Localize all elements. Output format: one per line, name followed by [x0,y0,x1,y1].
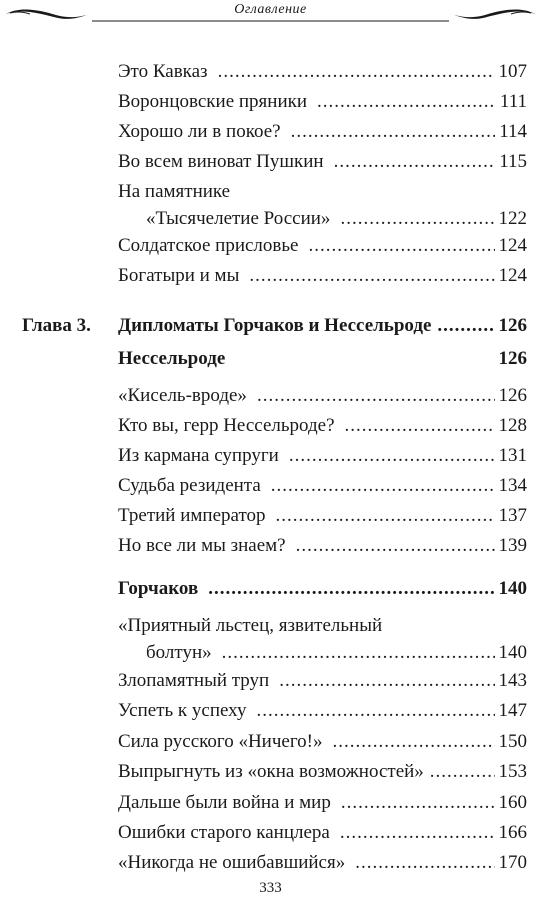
header-title: Оглавление [234,2,307,17]
toc-entry-page: 124 [498,265,527,286]
toc-entry-page: 139 [498,535,527,556]
toc-chapter-entry [118,312,527,339]
leader-dots [334,148,496,175]
toc-entry-page: 150 [498,731,527,752]
toc-entry-page: 107 [498,61,527,82]
toc-entry [118,442,527,469]
toc-entry [118,758,527,785]
toc-entry-title: «Тысячелетие России» [146,208,331,229]
leader-dots [271,472,495,499]
toc-entry [118,262,527,289]
toc-entry-title: Выпрыгнуть из «окна возможностей» [118,761,424,782]
toc-entry-title: Во всем виноват Пушкин [118,151,324,172]
toc-entry [118,382,527,409]
toc-entry-page: 147 [498,700,527,721]
toc-entry-title: Третий император [118,505,266,526]
toc-entry [118,412,527,439]
leader-dots [249,262,494,289]
toc-entry-title: Судьба резидента [118,475,261,496]
toc-entry-title: Но все ли мы знаем? [118,535,286,556]
toc-entry-page: 124 [498,235,527,256]
toc-entry-title: Злопамятный труп [118,670,270,691]
toc-entry-title: Ошибки старого канцлера [118,822,330,843]
toc-entry [118,532,527,559]
toc-entry-title-line1: На памятнике [118,181,231,202]
page-number: 333 [259,880,282,896]
toc-section-entry [118,345,527,372]
leader-dots [279,667,494,694]
toc-entry [118,178,527,232]
leader-dots [256,697,494,724]
leader-dots [218,58,495,85]
leader-dots [430,758,495,785]
toc-entry-page: 111 [499,91,527,112]
toc-section-entry [118,575,527,602]
toc-entry [118,88,527,115]
toc-entry-title: Кто вы, герр Нессельроде? [118,415,335,436]
toc-entry-title: Солдатское присловье [118,235,299,256]
toc-entry [118,148,527,175]
toc-entry-page: 126 [498,348,527,369]
toc-entry [118,58,527,85]
leader-dots [355,849,494,876]
leader-dots [257,382,495,409]
toc-entry-title: «Кисель-вроде» [118,385,247,406]
toc-entry [118,612,527,666]
leader-dots [296,532,495,559]
toc-entry-title: Из кармана супруги [118,445,279,466]
toc-entry-page: 126 [498,385,527,406]
toc-entry-title: Воронцовские пряники [118,91,308,112]
leader-dots [340,205,494,232]
toc-entry-title: «Никогда не ошибавшийся» [118,852,346,873]
toc-entry-title: Горчаков [118,578,199,599]
toc-entry [118,849,527,876]
leader-dots [345,412,495,439]
leader-dots [341,789,495,816]
toc-entry-title: Это Кавказ [118,61,208,82]
leader-dots [332,728,494,755]
toc-entry [118,789,527,816]
leader-dots [317,88,496,115]
leader-dots [308,232,494,259]
toc-entry-title: Дипломаты Горчаков и Нессельроде [118,315,432,336]
toc-entry-page: 153 [498,761,527,782]
toc-entry-page: 122 [498,208,527,229]
toc-entry-page: 140 [498,578,527,599]
toc-entry [118,728,527,755]
leader-dots [208,575,494,602]
toc-entry [118,232,527,259]
toc-entry-page: 137 [498,505,527,526]
chapter-label: Глава 3. [22,315,91,336]
toc-entry-title: болтун» [146,642,212,663]
toc-entry-title-line1: «Приятный льстец, язвительный [118,615,383,636]
running-header [0,0,541,30]
toc-entry [118,819,527,846]
toc-entry-page: 114 [499,121,527,142]
leader-dots [340,819,495,846]
toc-entry-page: 128 [498,415,527,436]
leader-dots [276,502,495,529]
toc-entry [118,472,527,499]
toc-entry-page: 126 [498,315,527,336]
toc-entry-title: Сила русского «Ничего!» [118,731,323,752]
toc-entry [118,697,527,724]
toc-entry-title: Нессельроде [118,348,226,369]
toc-entry-page: 170 [498,852,527,873]
leader-dots [222,639,495,666]
toc-entry-page: 131 [498,445,527,466]
toc-entry-page: 143 [498,670,527,691]
toc-entry [118,502,527,529]
toc-entry-title: Хорошо ли в покое? [118,121,281,142]
toc-entry-page: 140 [498,642,527,663]
leader-dots [291,118,496,145]
toc-entry-page: 134 [498,475,527,496]
leader-dots [289,442,495,469]
toc-entry-page: 166 [498,822,527,843]
toc-entry-title: Успеть к успеху [118,700,247,721]
toc-entry-title: Богатыри и мы [118,265,240,286]
toc-entry-page: 160 [498,792,527,813]
toc-entry-title: Дальше были война и мир [118,792,331,813]
toc-entry-page: 115 [499,151,527,172]
toc-entry [118,667,527,694]
toc-entry [118,118,527,145]
leader-dots [437,312,494,339]
